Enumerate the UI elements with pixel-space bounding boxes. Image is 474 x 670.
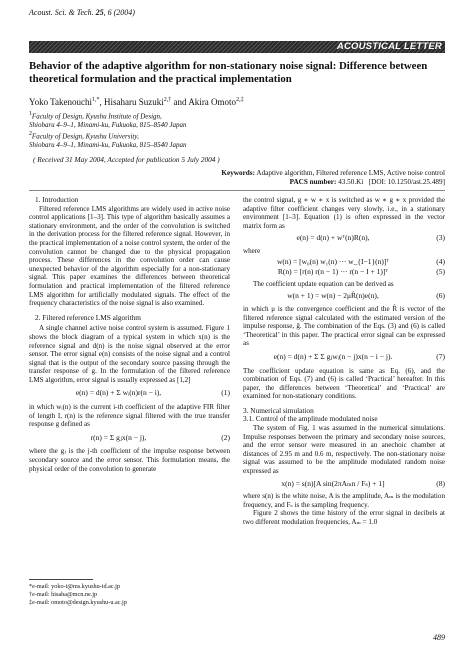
equation-8: x(n) = s(n)[A sin(2πAₘn / Fₛ) + 1] (8) [281,478,445,488]
section-2-text: A single channel active noise control system is assumed. Figure 1 shows the block diagram of a typical system in which x(n) is the reference signal and d(n) is the noise signal observed at the error sensor. The error signal e(n) consists of the noise signal and a control signal that is the output of the secondary source passing through the transfer response of g. In the formulation of the filtered reference LMS algorithm, error signal is usually expressed as [1,2] [29,324,230,384]
section-1-heading: 1. Introduction [35,195,79,204]
affiliation-1: $^1$Faculty of Design, Kyushu Institute of Design, Shiobaru 4–9–1, Minami-ku, Fukuoka, 815–8540 Japan [29,111,187,130]
letter-banner [29,41,445,53]
affiliation-2: $^2$Faculty of Design, Kyushu University, Shiobaru 4–9–1, Minami-ku, Fukuoka, 815–8540 Japan [29,131,187,150]
right-paragraph-4: The coefficient update equation is same as Eq. (6), and the combination of Eqs. (7) and (6) is called ‘Practical’ hereafter. In this paper, the differences between ‘Theoretical’ and ‘Practical’ are examined for non-stationary conditions. [243,366,445,401]
right-paragraph-6: where s(n) is the white noise, A is the amplitude, Aₘ is the modulation frequency, and Fₛ is the sampling frequency. [243,492,445,509]
header-divider [29,190,445,191]
equation-3: e(n) = d(n) + wᵀ(n)R(n), (3) [296,233,445,243]
paper-title: Behavior of the adaptive algorithm for non-stationary noise signal: Difference between theoretical formulation and the practical implementation [29,60,428,85]
right-paragraph-7: Figure 2 shows the time history of the error signal in decibels at two different modulation frequencies, Aₘ = 1.0 [243,509,445,526]
section-3-1-heading: 3.1. Control of the amplitude modulated noise [243,414,378,424]
footnote-divider [29,579,93,580]
section-3-heading: 3. Numerical simulation [243,405,314,415]
right-paragraph-1: the control signal, g ∗ w ∗ x is switched as w ∗ g ∗ x provided the adaptive filter coefficient changes very slowly, i.e., in a stationary environment [1–3]. Equation (1) is often expressed in the vector matrix form as [243,196,445,230]
equation-6: w(n + 1) = w(n) − 2μR̂(n)e(n), (6) [287,291,445,301]
page-number: 489 [433,633,445,642]
received-dates: ( Received 31 May 2004, Accepted for publication 5 July 2004 ) [33,155,220,164]
right-column [243,196,445,527]
left-column [29,196,230,473]
footnote-email-1: *e-mail: yoko-t@ms.kyushu-id.ac.jp [29,583,120,590]
right-paragraph-2: The coefficient update equation can be derived as [253,279,394,288]
right-paragraph-5: The system of Fig. 1 was assumed in the numerical simulations. Impulse responses between the primary and secondary noise sources, and the error sensor were measured in an anechoic chamber at distances of 2.95 m and 0.6 m, respectively. The non-stationary noise signal was assumed to be the amplitude modulated random noise expressed as [243,424,445,476]
right-paragraph-3: in which μ is the convergence coefficient and the R̂ is vector of the filtered reference signal calculated with the estimated version of the impulse response, ĝ. The combination of the Eqs. (3) and (6) is called ‘Theoretical’ in this paper. The practical error signal can be expressed as [243,304,445,348]
where-text: where [243,246,261,255]
author-list: Yoko Takenouchi$^{1,*}$, Hisaharu Suzuki$^{2,\dagger}$ and Akira Omoto$^{2,\ddagger}$ [29,97,244,107]
equation-7: e(n) = d(n) + Σ Σ gⱼwᵢ(n − j)x(n − i − j). (7) [273,351,445,361]
footnote-email-3: ‡e-mail: omoto@design.kyushu-u.ac.jp [29,599,127,606]
section-1-text: Filtered reference LMS algorithms are widely used in active noise control applications [1–3]. This type of algorithm basically assumes a stationary environment, and the order of the convolution is switched in the derivation process for the filtered reference signal. However, in the practical implementation of a noise control system, the order of the convolution cannot be changed due to the physical propagation process. These differences in the convolution order can cause unexpected behavior of the algorithm especially for a non-stationary signal. This paper examines the differences between theoretical formulation and practical implementation of the filtered reference LMS algorithm for artificially modulated signals. The effect of the frequency characteristics of the noise signal is also examined. [29,204,230,308]
equation-2: r(n) = Σ gⱼx(n − j), (2) [90,432,230,442]
banner-label: ACOUSTICAL LETTER [336,41,442,52]
journal-citation: Acoust. Sci. & Tech. 25, 6 (2004) [29,8,135,17]
equation-1-text: in which wᵢ(n) is the current i-th coefficient of the adaptive FIR filter of length I, r(n) is the reference signal filtered with the true transfer response g defined as [29,403,230,429]
keywords-block: Keywords: Adaptive algorithm, Filtered reference LMS, Active noise control PACS number: 43.50.Ki [DOI: 10.1250/ast.25.489] [221,169,445,186]
footnote-email-2: †e-mail: hisaha@mcn.ne.jp [29,591,98,598]
equation-5: R(n) = [r(n) r(n − 1) ··· r(n − I + 1)]ᵀ (5) [277,267,445,277]
equation-1: e(n) = d(n) + Σ wᵢ(n)r(n − i), (1) [75,388,230,398]
equation-2-text: where the gⱼ is the j-th coefficient of the impulse response between secondary source and the error sensor. This formulation means, the physical order of the convolution to generate [29,447,230,473]
section-2-heading: 2. Filtered reference LMS algorithm [35,312,141,322]
equation-4: w(n) = [w₀(n) w₁(n) ··· w_{I−1}(n)]ᵀ (4) [276,256,445,266]
